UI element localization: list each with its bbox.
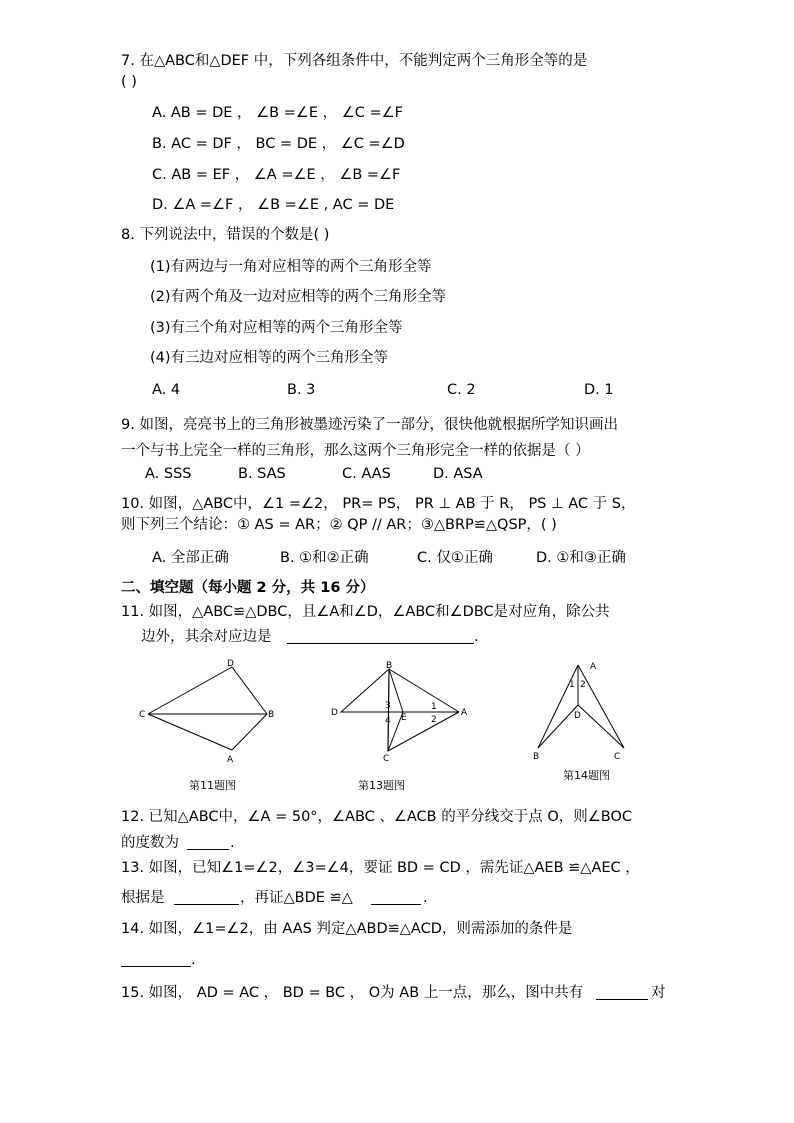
q15-answer-blank[interactable]: [596, 999, 648, 1000]
q12-line-2: 的度数为: [121, 835, 179, 851]
q8-option-d: D. 1: [584, 382, 614, 398]
q10-line-1: 10. 如图，△ABC中，∠1 =∠2， PR= PS， PR ⊥ AB 于 R， PS ⊥ AC 于 S，: [121, 496, 636, 512]
figure-13: [330, 660, 475, 765]
section-heading-fill-blank: 二、填空题（每小题 2 分，共 16 分）: [121, 580, 375, 596]
q8-option-c: C. 2: [447, 382, 476, 398]
fig11-label-a: A: [227, 755, 234, 765]
q8-item-2: (2)有两个角及一边对应相等的两个三角形全等: [150, 289, 447, 305]
q12-line-1: 12. 已知△ABC中，∠A = 50°，∠ABC 、∠ACB 的平分线交于点 O，则∠BOC: [121, 809, 632, 825]
fig11-label-d: D: [227, 659, 234, 669]
q11-answer-blank[interactable]: [287, 643, 474, 644]
q8-option-a: A. 4: [152, 382, 181, 398]
fig13-label-b: B: [386, 661, 393, 671]
fig14-label-d: D: [574, 711, 581, 721]
q15-line-1: 15. 如图， AD = AC ， BD = BC ， O为 AB 上一点，那么，图中共有: [121, 985, 584, 1001]
fig14-label-1: 1: [569, 680, 575, 690]
q14-line-end: .: [191, 952, 196, 968]
q10-option-d: D. ①和③正确: [536, 550, 626, 566]
figure-14: [528, 660, 638, 760]
q13-answer-blank-1[interactable]: [174, 904, 239, 905]
fig13-label-1: 1: [431, 702, 437, 712]
q10-option-c: C. 仅①正确: [417, 550, 493, 566]
q12-answer-blank[interactable]: [187, 849, 229, 850]
figure-11: [115, 655, 295, 770]
q13-line-2a: 根据是: [121, 890, 165, 906]
q8-item-3: (3)有三个角对应相等的两个三角形全等: [150, 320, 403, 336]
q10-line-2: 则下列三个结论：① AS = AR；② QP // AR；③△BRP≌△QSP，( ): [121, 517, 557, 533]
q9-option-a: A. SSS: [145, 466, 192, 482]
q13-line-1: 13. 如图，已知∠1=∠2，∠3=∠4，要证 BD = CD ，需先证△AEB ≌△AEC ，: [121, 860, 640, 876]
fig14-label-b: B: [533, 752, 540, 762]
q8-stem: 8. 下列说法中，错误的个数是( ): [121, 227, 330, 243]
q9-line-1: 9. 如图，亮亮书上的三角形被墨迹污染了一部分，很快他就根据所学知识画出: [121, 417, 618, 433]
fig14-caption: 第14题图: [563, 769, 610, 782]
fig13-label-4: 4: [385, 716, 391, 726]
q13-answer-blank-2[interactable]: [371, 904, 421, 905]
q7-paren: ( ): [121, 74, 137, 90]
fig13-label-3: 3: [385, 701, 391, 711]
fig11-label-c: C: [139, 710, 146, 720]
q9-option-b: B. SAS: [238, 466, 286, 482]
q13-line-2b: ，再证△BDE ≌△: [240, 890, 353, 906]
q8-item-1: (1)有两边与一角对应相等的两个三角形全等: [150, 259, 432, 275]
q9-line-2: 一个与书上完全一样的三角形，那么这两个三角形完全一样的依据是（ ）: [121, 443, 590, 459]
fig11-caption: 第11题图: [189, 779, 236, 792]
q7-stem: 7. 在△ABC和△DEF 中，下列各组条件中，不能判定两个三角形全等的是: [121, 53, 588, 69]
q7-option-d: D. ∠A =∠F ， ∠B =∠E , AC = DE: [152, 197, 395, 213]
fig13-label-e: E: [401, 713, 407, 723]
fig13-label-c: C: [383, 754, 390, 764]
q9-option-c: C. AAS: [342, 466, 391, 482]
q7-option-c: C. AB = EF ， ∠A =∠E ， ∠B =∠F: [152, 167, 401, 183]
q14-answer-blank[interactable]: [121, 966, 191, 967]
q7-option-b: B. AC = DF ， BC = DE ， ∠C =∠D: [152, 136, 405, 152]
q11-line-2: 边外，其余对应边是: [141, 629, 272, 645]
fig13-label-a: A: [461, 708, 468, 718]
fig13-caption: 第13题图: [358, 779, 405, 792]
q10-option-a: A. 全部正确: [152, 550, 229, 566]
fig13-label-d: D: [331, 708, 338, 718]
q14-line-1: 14. 如图，∠1=∠2，由 AAS 判定△ABD≌△ACD，则需添加的条件是: [121, 921, 573, 937]
q10-option-b: B. ①和②正确: [280, 550, 369, 566]
fig14-label-a: A: [590, 662, 597, 672]
q8-option-b: B. 3: [287, 382, 316, 398]
q13-line-end: .: [423, 890, 428, 906]
q11-line-1: 11. 如图，△ABC≌△DBC，且∠A和∠D，∠ABC和∠DBC是对应角，除公共: [121, 604, 610, 620]
q7-option-a: A. AB = DE ， ∠B =∠E ， ∠C =∠F: [152, 105, 403, 121]
q11-line-end: .: [474, 629, 479, 645]
q15-line-end: 对: [651, 985, 666, 1001]
fig14-label-2: 2: [580, 680, 586, 690]
q9-option-d: D. ASA: [433, 466, 483, 482]
fig14-label-c: C: [614, 752, 621, 762]
q8-item-4: (4)有三边对应相等的两个三角形全等: [150, 350, 389, 366]
fig11-label-b: B: [268, 710, 275, 720]
fig13-label-2: 2: [431, 715, 437, 725]
q12-line-end: .: [230, 835, 235, 851]
